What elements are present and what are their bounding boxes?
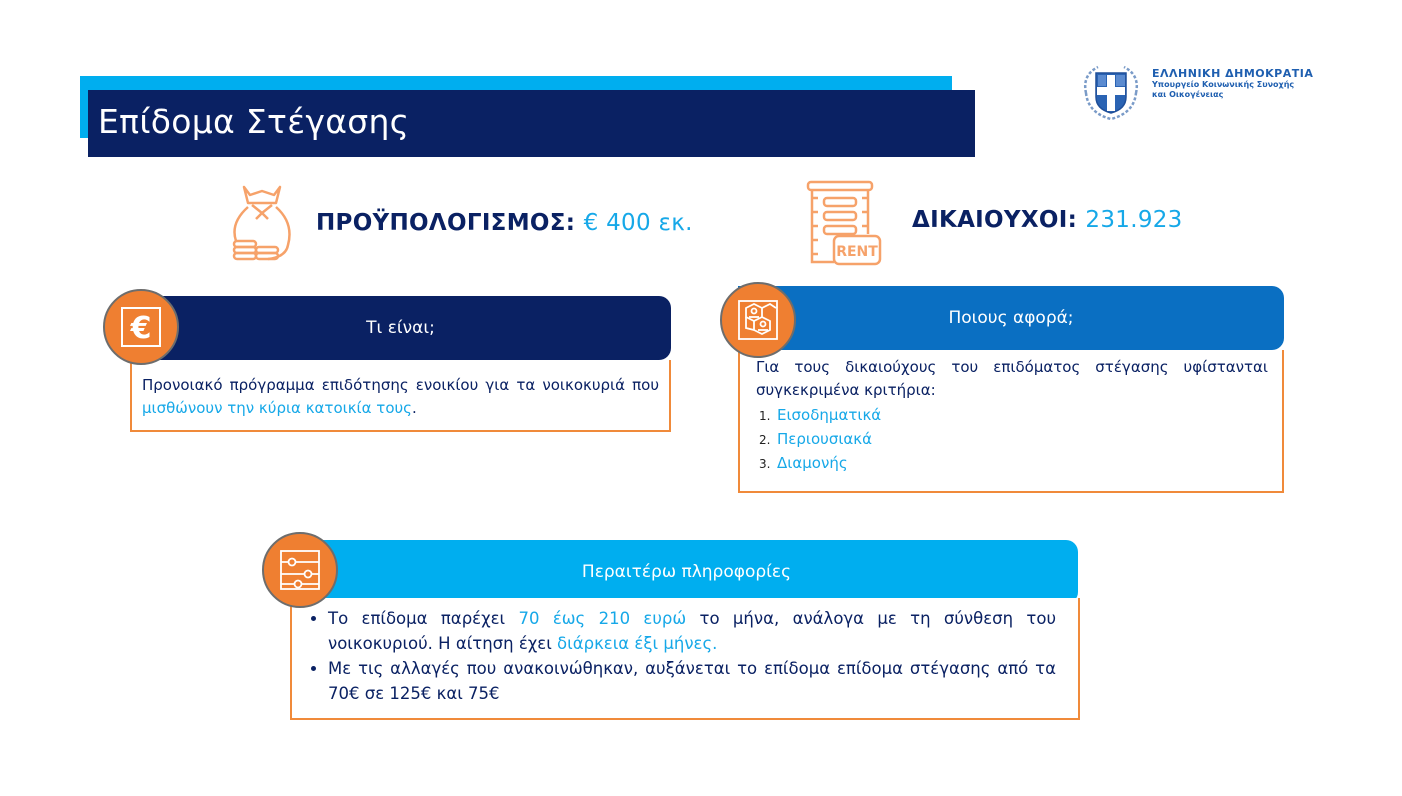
budget-stat: ΠΡΟΫΠΟΛΟΓΙΣΜΟΣ: € 400 εκ. (316, 210, 693, 236)
svg-text:€: € (130, 311, 152, 346)
settings-sliders-icon (278, 548, 322, 592)
criteria-item: 2. Περιουσιακά (759, 430, 873, 448)
people-network-icon (736, 298, 780, 342)
beneficiaries-stat: ΔΙΚΑΙΟΥΧΟΙ: 231.923 (912, 207, 1183, 233)
card-what-title: Τι είναι; (366, 318, 435, 338)
people-network-badge (720, 282, 796, 358)
euro-badge (103, 289, 179, 365)
info-list (306, 606, 1056, 706)
ministry-label: ΕΛΛΗΝΙΚΗ ΔΗΜΟΚΡΑΤΙΑ Υπουργείο Κοινωνικής Συνοχής και Οικογένειας (1152, 67, 1314, 99)
page-title: Επίδομα Στέγασης (98, 102, 410, 141)
card-who-title: Ποιους αφορά; (948, 308, 1074, 328)
card-more-title: Περαιτέρω πληροφορίες (581, 562, 792, 582)
card-who-header (738, 286, 1284, 350)
greek-coat-of-arms-icon (1078, 63, 1144, 121)
settings-badge (262, 532, 338, 608)
criteria-item: 3. Διαμονής (759, 454, 848, 472)
card-what-body: Προνοιακό πρόγραμμα επιδότησης ενοικίου για τα νοικοκυριά που μισθώνουν την κύρια κατοικία τους. (130, 360, 671, 432)
budget-value: € 400 εκ. (583, 210, 693, 236)
euro-icon (119, 305, 163, 349)
criteria-list (756, 404, 1268, 476)
card-more-body (290, 598, 1080, 720)
rent-building-icon (804, 180, 884, 266)
card-more-header (295, 540, 1078, 604)
money-bag-icon (228, 183, 296, 263)
card-who-intro: Για τους δικαιούχους του επιδόματος στέγασης υφίστανται συγκεκριμένα κριτήρια: (756, 358, 1268, 399)
card-who-body (738, 350, 1284, 493)
beneficiaries-value: 231.923 (1085, 207, 1183, 233)
info-item: • Το επίδομα παρέχει 70 έως 210 ευρώ το μήνα, ανάλογα με τη σύνθεση του νοικοκυριού. Η αίτηση έχει διάρκεια έξι μήνες. (328, 606, 1056, 656)
info-item: • Με τις αλλαγές που ανακοινώθηκαν, αυξάνεται το επίδομα επίδομα στέγασης από τα 70€ σε 125€ και 75€ (328, 656, 1056, 706)
card-what-header (130, 296, 671, 360)
svg-text:RENT: RENT (836, 244, 878, 260)
criteria-item: 1. Εισοδηματικά (759, 406, 882, 424)
